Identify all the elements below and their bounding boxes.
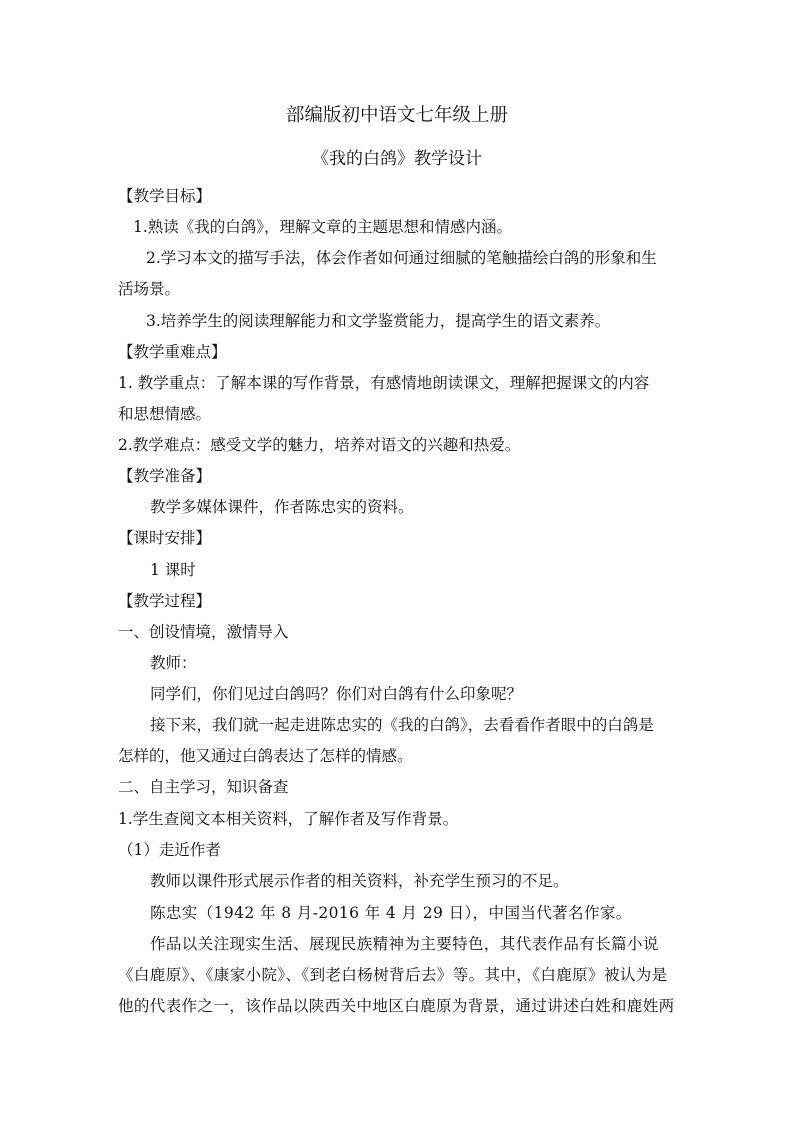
sub-heading-author: （1）走近作者 (118, 841, 221, 859)
section-heading-objectives: 【教学目标】 (118, 187, 212, 205)
section-heading-preparation: 【教学准备】 (118, 467, 212, 485)
section-heading-process: 【教学过程】 (118, 592, 212, 610)
schedule-text: 1 课时 (150, 561, 196, 579)
step-2-heading: 二、自主学习，知识备查 (118, 778, 289, 796)
step-1-heading: 一、创设情境，激情导入 (118, 623, 289, 641)
author-works-paragraph: 作品以关注现实生活、展现民族精神为主要特色，其代表作品有长篇小说 (150, 935, 659, 953)
key-point-1: 1. 教学重点：了解本课的写作背景，有感情地朗读课文，理解把握课文的内容 (118, 374, 650, 392)
key-point-2: 2.教学难点：感受文学的魅力，培养对语文的兴趣和热爱。 (118, 436, 521, 454)
objective-3: 3.培养学生的阅读理解能力和文学鉴赏能力，提高学生的语文素养。 (146, 312, 611, 330)
author-bio-line: 陈忠实（1942 年 8 月-2016 年 4 月 29 日），中国当代著名作家。 (150, 904, 632, 922)
document-title: 部编版初中语文七年级上册 (285, 105, 508, 126)
author-intro-text: 教师以课件形式展示作者的相关资料，补充学生预习的不足。 (150, 872, 569, 890)
teacher-label: 教师： (150, 654, 197, 672)
intro-paragraph-continued: 怎样的，他又通过白鸽表达了怎样的情感。 (118, 747, 413, 765)
objective-1: 1.熟读《我的白鸽》，理解文章的主题思想和情感内涵。 (133, 218, 513, 236)
author-works-paragraph-line-2: 《白鹿原》、《康家小院》、《到老白杨树背后去》等。其中，《白鹿原》被认为是 (118, 966, 668, 984)
key-point-1-continued: 和思想情感。 (118, 405, 212, 423)
teacher-question: 同学们，你们见过白鸽吗？你们对白鸽有什么印象呢？ (150, 685, 523, 703)
section-heading-key-points: 【教学重难点】 (118, 343, 227, 361)
objective-2: 2.学习本文的描写手法，体会作者如何通过细腻的笔触描绘白鸽的形象和生 (146, 249, 657, 267)
section-heading-schedule: 【课时安排】 (118, 529, 212, 547)
author-works-paragraph-line-3: 他的代表作之一，该作品以陕西关中地区白鹿原为背景，通过讲述白姓和鹿姓两 (118, 997, 675, 1015)
step-2-item-1: 1.学生查阅文本相关资料，了解作者及写作背景。 (118, 810, 459, 828)
preparation-text: 教学多媒体课件，作者陈忠实的资料。 (150, 498, 414, 516)
intro-paragraph: 接下来，我们就一起走进陈忠实的《我的白鸽》，去看看作者眼中的白鸽是 (150, 716, 654, 734)
document-subtitle: 《我的白鸽》教学设计 (312, 149, 482, 169)
objective-2-continued: 活场景。 (118, 280, 181, 298)
